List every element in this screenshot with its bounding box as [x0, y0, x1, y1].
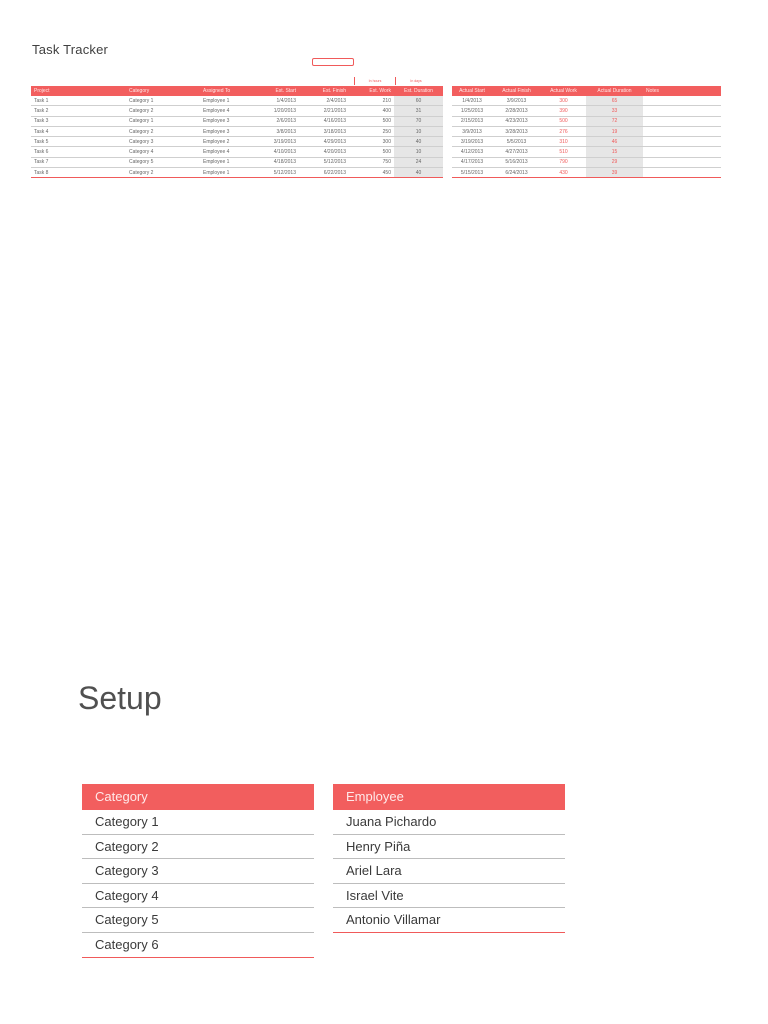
employee-item[interactable]: Antonio Villamar [333, 908, 565, 933]
page-title: Task Tracker [32, 42, 109, 57]
column-header: Actual Work [541, 86, 586, 96]
table-cell[interactable]: 4/16/2013 [299, 116, 349, 126]
table-cell[interactable]: 500 [349, 116, 394, 126]
table-cell[interactable]: Category 5 [126, 157, 200, 167]
estimate-table [31, 86, 443, 178]
table-cell[interactable]: 2/28/2013 [492, 106, 541, 116]
input-cell[interactable] [312, 58, 354, 66]
table-cell[interactable]: 3/8/2013 [264, 126, 299, 136]
table-cell[interactable]: 3/9/2013 [492, 96, 541, 106]
category-item[interactable]: Category 3 [82, 859, 314, 884]
table-row [452, 116, 721, 126]
table-cell[interactable] [643, 106, 721, 116]
table-row [452, 126, 721, 136]
table-cell[interactable]: Category 3 [126, 137, 200, 147]
category-item[interactable]: Category 4 [82, 884, 314, 909]
column-header: Est. Finish [299, 86, 349, 96]
table-row [452, 137, 721, 147]
table-row [31, 168, 443, 178]
table-cell[interactable]: 46 [586, 137, 643, 147]
table-cell[interactable]: 40 [394, 168, 443, 178]
table-cell[interactable] [643, 126, 721, 136]
column-header: Actual Start [452, 86, 492, 96]
table-cell[interactable]: Employee 1 [200, 168, 264, 178]
table-cell[interactable]: 300 [349, 137, 394, 147]
column-header: Actual Finish [492, 86, 541, 96]
table-cell[interactable]: 250 [349, 126, 394, 136]
table-cell[interactable]: Task 1 [31, 96, 126, 106]
table-cell[interactable]: 70 [394, 116, 443, 126]
table-cell[interactable]: 500 [349, 147, 394, 157]
table-cell[interactable]: Category 2 [126, 126, 200, 136]
table-cell[interactable]: 390 [541, 106, 586, 116]
table-cell[interactable] [643, 137, 721, 147]
table-cell[interactable]: 3/19/2013 [264, 137, 299, 147]
table-cell[interactable]: 276 [541, 126, 586, 136]
table-cell[interactable]: 6/24/2013 [492, 168, 541, 178]
table-row [31, 137, 443, 147]
table-row [31, 126, 443, 136]
table-cell[interactable]: 2/15/2013 [452, 116, 492, 126]
table-cell[interactable]: 19 [586, 126, 643, 136]
table-cell[interactable]: Task 6 [31, 147, 126, 157]
employee-item[interactable]: Juana Pichardo [333, 810, 565, 835]
table-cell[interactable]: 4/18/2013 [264, 157, 299, 167]
table-cell[interactable]: 15 [586, 147, 643, 157]
table-cell[interactable]: 3/19/2013 [452, 137, 492, 147]
employee-item[interactable]: Ariel Lara [333, 859, 565, 884]
column-header: Notes [643, 86, 721, 96]
employee-item[interactable]: Henry Piña [333, 835, 565, 860]
table-cell[interactable]: Task 7 [31, 157, 126, 167]
table-cell[interactable]: 72 [586, 116, 643, 126]
table-cell[interactable]: 10 [394, 147, 443, 157]
days-hint: In days [395, 77, 436, 85]
employee-list [333, 784, 565, 933]
table-cell[interactable]: 1/20/2013 [264, 106, 299, 116]
column-header: Category [126, 86, 200, 96]
table-cell[interactable]: 4/10/2013 [264, 147, 299, 157]
table-cell[interactable]: Category 4 [126, 147, 200, 157]
table-cell[interactable]: 5/15/2013 [452, 168, 492, 178]
table-cell[interactable]: Task 8 [31, 168, 126, 178]
table-cell[interactable]: Task 2 [31, 106, 126, 116]
category-item[interactable]: Category 5 [82, 908, 314, 933]
table-cell[interactable]: Category 1 [126, 96, 200, 106]
table-cell[interactable]: Category 2 [126, 168, 200, 178]
table-cell[interactable]: 5/5/2013 [492, 137, 541, 147]
table-cell[interactable] [643, 157, 721, 167]
table-row [31, 96, 443, 106]
table-cell[interactable]: 2/21/2013 [299, 106, 349, 116]
table-cell[interactable]: Employee 4 [200, 147, 264, 157]
table-cell[interactable]: 210 [349, 96, 394, 106]
setup-title: Setup [78, 680, 162, 716]
table-cell[interactable] [643, 96, 721, 106]
table-cell[interactable]: 4/27/2013 [492, 147, 541, 157]
table-cell[interactable]: Task 4 [31, 126, 126, 136]
table-cell[interactable]: 24 [394, 157, 443, 167]
table-cell[interactable]: 4/12/2013 [452, 147, 492, 157]
table-cell[interactable]: 4/17/2013 [452, 157, 492, 167]
table-cell[interactable]: 1/4/2013 [264, 96, 299, 106]
table-cell[interactable]: 790 [541, 157, 586, 167]
table-cell[interactable]: 29 [586, 157, 643, 167]
table-cell[interactable]: Employee 3 [200, 116, 264, 126]
category-list [82, 784, 314, 958]
column-header: Assigned To [200, 86, 264, 96]
table-row [452, 157, 721, 167]
category-item[interactable]: Category 2 [82, 835, 314, 860]
table-cell[interactable]: Category 1 [126, 116, 200, 126]
table-cell[interactable]: 1/4/2013 [452, 96, 492, 106]
table-cell[interactable]: 510 [541, 147, 586, 157]
table-cell[interactable]: 33 [586, 106, 643, 116]
table-row [452, 168, 721, 178]
table-cell[interactable]: Employee 2 [200, 137, 264, 147]
table-cell[interactable]: 1/25/2013 [452, 106, 492, 116]
table-row [31, 157, 443, 167]
table-cell[interactable]: 5/12/2013 [299, 157, 349, 167]
hours-hint: In hours [354, 77, 395, 85]
table-cell[interactable] [643, 168, 721, 178]
column-header: Est. Start [264, 86, 299, 96]
table-cell[interactable]: 2/6/2013 [264, 116, 299, 126]
table-cell[interactable]: 750 [349, 157, 394, 167]
table-row [31, 106, 443, 116]
table-row [452, 96, 721, 106]
category-header: Category [82, 784, 314, 810]
table-cell[interactable]: 3/28/2013 [492, 126, 541, 136]
table-cell[interactable]: 5/16/2013 [492, 157, 541, 167]
employee-header: Employee [333, 784, 565, 810]
table-cell[interactable]: 6/22/2013 [299, 168, 349, 178]
table-cell[interactable]: Task 3 [31, 116, 126, 126]
table-cell[interactable]: 4/29/2013 [299, 137, 349, 147]
table-cell[interactable]: 310 [541, 137, 586, 147]
table-cell[interactable]: Employee 3 [200, 126, 264, 136]
actual-table [452, 86, 721, 178]
table-cell[interactable]: 2/4/2013 [299, 96, 349, 106]
table-cell[interactable]: Employee 1 [200, 157, 264, 167]
table-row [452, 147, 721, 157]
column-header: Project [31, 86, 126, 96]
table-cell[interactable]: Category 2 [126, 106, 200, 116]
table-cell[interactable]: 3/18/2013 [299, 126, 349, 136]
table-cell[interactable]: 4/20/2013 [299, 147, 349, 157]
table-cell[interactable]: 500 [541, 116, 586, 126]
column-header: Est. Work [349, 86, 394, 96]
column-header: Actual Duration [586, 86, 643, 96]
table-cell[interactable]: 3/9/2013 [452, 126, 492, 136]
table-cell[interactable]: 300 [541, 96, 586, 106]
table-row [452, 106, 721, 116]
table-cell[interactable]: 31 [394, 106, 443, 116]
table-cell[interactable]: Task 5 [31, 137, 126, 147]
table-cell[interactable] [643, 147, 721, 157]
table-cell[interactable]: 4/23/2013 [492, 116, 541, 126]
category-item[interactable]: Category 6 [82, 933, 314, 958]
table-cell[interactable]: 10 [394, 126, 443, 136]
table-cell[interactable]: 5/12/2013 [264, 168, 299, 178]
table-cell[interactable]: Employee 1 [200, 96, 264, 106]
category-item[interactable]: Category 1 [82, 810, 314, 835]
table-cell[interactable]: 40 [394, 137, 443, 147]
table-cell[interactable]: 60 [394, 96, 443, 106]
table-cell[interactable]: 430 [541, 168, 586, 178]
column-header: Est. Duration [394, 86, 443, 96]
table-cell[interactable]: 450 [349, 168, 394, 178]
table-cell[interactable]: Employee 4 [200, 106, 264, 116]
table-row [31, 147, 443, 157]
table-cell[interactable]: 39 [586, 168, 643, 178]
table-row [31, 116, 443, 126]
table-cell[interactable] [643, 116, 721, 126]
table-cell[interactable]: 65 [586, 96, 643, 106]
employee-item[interactable]: Israel Vite [333, 884, 565, 909]
table-cell[interactable]: 400 [349, 106, 394, 116]
